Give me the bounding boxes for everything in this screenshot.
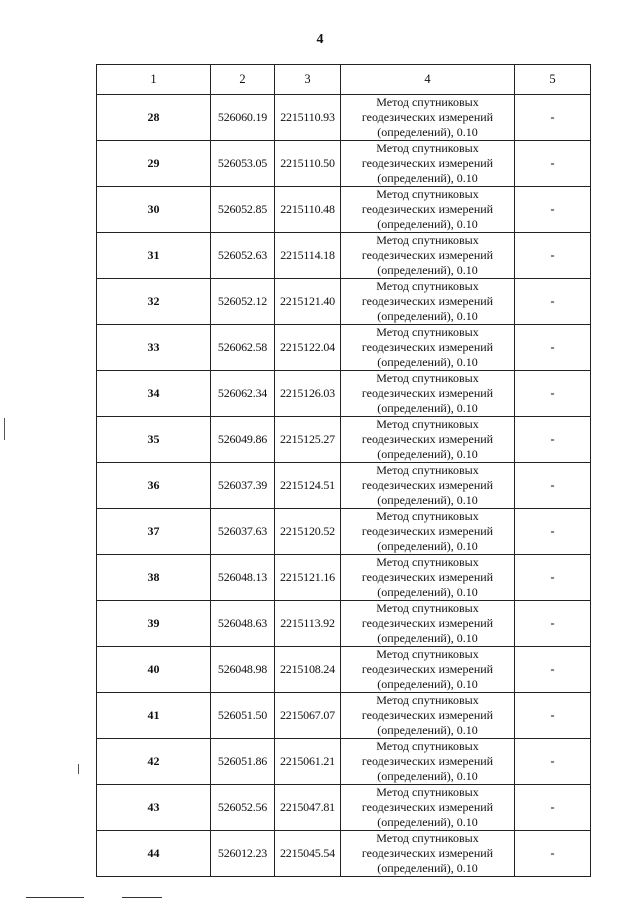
method-line: геодезических измерений bbox=[361, 754, 494, 768]
table-row bbox=[97, 785, 591, 831]
table-row bbox=[97, 601, 591, 647]
header-col-4: 4 bbox=[341, 65, 515, 95]
method-line: Метод спутниковых bbox=[376, 187, 479, 201]
method-line: Метод спутниковых bbox=[376, 417, 479, 431]
table-row bbox=[97, 647, 591, 693]
method-line: геодезических измерений bbox=[361, 846, 494, 860]
x-coordinate-cell: 526048.13 bbox=[211, 555, 275, 601]
table-row bbox=[97, 739, 591, 785]
method-line: Метод спутниковых bbox=[376, 785, 479, 799]
x-coordinate-cell: 526052.63 bbox=[211, 233, 275, 279]
table-row bbox=[97, 233, 591, 279]
table-row bbox=[97, 279, 591, 325]
method-line: геодезических измерений bbox=[361, 708, 494, 722]
point-number-cell: 36 bbox=[97, 463, 211, 509]
method-line: (определений), 0.10 bbox=[377, 355, 478, 369]
point-number-cell: 40 bbox=[97, 647, 211, 693]
method-line: Метод спутниковых bbox=[376, 739, 479, 753]
y-coordinate-cell: 2215125.27 bbox=[275, 417, 341, 463]
method-line: геодезических измерений bbox=[361, 478, 494, 492]
x-coordinate-cell: 526052.12 bbox=[211, 279, 275, 325]
method-line: (определений), 0.10 bbox=[377, 585, 478, 599]
method-line: Метод спутниковых bbox=[376, 509, 479, 523]
method-line: (определений), 0.10 bbox=[377, 815, 478, 829]
column-5-cell: - bbox=[515, 785, 591, 831]
point-number-cell: 35 bbox=[97, 417, 211, 463]
column-5-cell: - bbox=[515, 693, 591, 739]
method-line: Метод спутниковых bbox=[376, 463, 479, 477]
method-line: (определений), 0.10 bbox=[377, 861, 478, 875]
method-line: (определений), 0.10 bbox=[377, 263, 478, 277]
x-coordinate-cell: 526048.63 bbox=[211, 601, 275, 647]
method-line: геодезических измерений bbox=[361, 294, 494, 308]
method-line: геодезических измерений bbox=[361, 248, 494, 262]
point-number-cell: 37 bbox=[97, 509, 211, 555]
method-cell bbox=[341, 371, 515, 417]
method-line: Метод спутниковых bbox=[376, 233, 479, 247]
method-cell bbox=[341, 555, 515, 601]
column-5-cell: - bbox=[515, 647, 591, 693]
point-number-cell: 42 bbox=[97, 739, 211, 785]
method-line: геодезических измерений bbox=[361, 524, 494, 538]
method-cell bbox=[341, 693, 515, 739]
method-line: (определений), 0.10 bbox=[377, 631, 478, 645]
x-coordinate-cell: 526052.56 bbox=[211, 785, 275, 831]
column-5-cell: - bbox=[515, 555, 591, 601]
point-number-cell: 43 bbox=[97, 785, 211, 831]
point-number-cell: 34 bbox=[97, 371, 211, 417]
header-col-3: 3 bbox=[275, 65, 341, 95]
method-line: геодезических измерений bbox=[361, 156, 494, 170]
method-line: геодезических измерений bbox=[361, 616, 494, 630]
table-header bbox=[97, 65, 591, 95]
table-row bbox=[97, 95, 591, 141]
header-row bbox=[97, 65, 591, 95]
table-row bbox=[97, 325, 591, 371]
method-line: (определений), 0.10 bbox=[377, 171, 478, 185]
method-line: геодезических измерений bbox=[361, 800, 494, 814]
coordinates-table bbox=[96, 64, 591, 877]
method-line: (определений), 0.10 bbox=[377, 401, 478, 415]
method-line: Метод спутниковых bbox=[376, 555, 479, 569]
y-coordinate-cell: 2215110.48 bbox=[275, 187, 341, 233]
column-5-cell: - bbox=[515, 739, 591, 785]
method-cell bbox=[341, 279, 515, 325]
x-coordinate-cell: 526060.19 bbox=[211, 95, 275, 141]
point-number-cell: 44 bbox=[97, 831, 211, 877]
table-row bbox=[97, 555, 591, 601]
column-5-cell: - bbox=[515, 279, 591, 325]
method-line: геодезических измерений bbox=[361, 432, 494, 446]
column-5-cell: - bbox=[515, 463, 591, 509]
y-coordinate-cell: 2215067.07 bbox=[275, 693, 341, 739]
table-row bbox=[97, 371, 591, 417]
method-line: Метод спутниковых bbox=[376, 601, 479, 615]
method-line: Метод спутниковых bbox=[376, 325, 479, 339]
method-cell bbox=[341, 187, 515, 233]
point-number-cell: 29 bbox=[97, 141, 211, 187]
method-line: (определений), 0.10 bbox=[377, 447, 478, 461]
point-number-cell: 38 bbox=[97, 555, 211, 601]
x-coordinate-cell: 526037.63 bbox=[211, 509, 275, 555]
method-cell bbox=[341, 785, 515, 831]
method-cell bbox=[341, 141, 515, 187]
column-5-cell: - bbox=[515, 371, 591, 417]
method-line: (определений), 0.10 bbox=[377, 769, 478, 783]
column-5-cell: - bbox=[515, 233, 591, 279]
header-col-2: 2 bbox=[211, 65, 275, 95]
left-margin-mark bbox=[4, 418, 5, 440]
footer-line bbox=[122, 897, 162, 898]
method-line: (определений), 0.10 bbox=[377, 677, 478, 691]
y-coordinate-cell: 2215108.24 bbox=[275, 647, 341, 693]
method-cell bbox=[341, 601, 515, 647]
header-col-1: 1 bbox=[97, 65, 211, 95]
method-line: (определений), 0.10 bbox=[377, 309, 478, 323]
page-number: 4 bbox=[316, 32, 324, 47]
y-coordinate-cell: 2215122.04 bbox=[275, 325, 341, 371]
header-col-5: 5 bbox=[515, 65, 591, 95]
y-coordinate-cell: 2215110.50 bbox=[275, 141, 341, 187]
y-coordinate-cell: 2215047.81 bbox=[275, 785, 341, 831]
method-line: (определений), 0.10 bbox=[377, 539, 478, 553]
y-coordinate-cell: 2215045.54 bbox=[275, 831, 341, 877]
method-line: Метод спутниковых bbox=[376, 831, 479, 845]
method-line: геодезических измерений bbox=[361, 340, 494, 354]
method-line: Метод спутниковых bbox=[376, 95, 479, 109]
method-line: Метод спутниковых bbox=[376, 371, 479, 385]
y-coordinate-cell: 2215110.93 bbox=[275, 95, 341, 141]
table-row bbox=[97, 417, 591, 463]
table-row bbox=[97, 141, 591, 187]
method-cell bbox=[341, 463, 515, 509]
method-line: геодезических измерений bbox=[361, 386, 494, 400]
footer-line bbox=[26, 897, 84, 898]
table-row bbox=[97, 693, 591, 739]
method-line: (определений), 0.10 bbox=[377, 125, 478, 139]
table-row bbox=[97, 509, 591, 555]
method-cell bbox=[341, 233, 515, 279]
method-line: геодезических измерений bbox=[361, 570, 494, 584]
method-line: (определений), 0.10 bbox=[377, 493, 478, 507]
method-cell bbox=[341, 647, 515, 693]
y-coordinate-cell: 2215120.52 bbox=[275, 509, 341, 555]
y-coordinate-cell: 2215121.16 bbox=[275, 555, 341, 601]
method-cell bbox=[341, 95, 515, 141]
point-number-cell: 30 bbox=[97, 187, 211, 233]
y-coordinate-cell: 2215113.92 bbox=[275, 601, 341, 647]
column-5-cell: - bbox=[515, 95, 591, 141]
method-line: геодезических измерений bbox=[361, 662, 494, 676]
method-cell bbox=[341, 325, 515, 371]
x-coordinate-cell: 526037.39 bbox=[211, 463, 275, 509]
left-margin-mark bbox=[78, 764, 79, 774]
method-line: Метод спутниковых bbox=[376, 279, 479, 293]
y-coordinate-cell: 2215121.40 bbox=[275, 279, 341, 325]
point-number-cell: 41 bbox=[97, 693, 211, 739]
point-number-cell: 33 bbox=[97, 325, 211, 371]
x-coordinate-cell: 526051.50 bbox=[211, 693, 275, 739]
column-5-cell: - bbox=[515, 831, 591, 877]
column-5-cell: - bbox=[515, 417, 591, 463]
x-coordinate-cell: 526053.05 bbox=[211, 141, 275, 187]
table-row bbox=[97, 187, 591, 233]
method-line: геодезических измерений bbox=[361, 202, 494, 216]
column-5-cell: - bbox=[515, 601, 591, 647]
method-cell bbox=[341, 417, 515, 463]
table-body bbox=[97, 95, 591, 877]
x-coordinate-cell: 526012.23 bbox=[211, 831, 275, 877]
method-line: геодезических измерений bbox=[361, 110, 494, 124]
method-cell bbox=[341, 509, 515, 555]
column-5-cell: - bbox=[515, 325, 591, 371]
method-cell bbox=[341, 831, 515, 877]
x-coordinate-cell: 526051.86 bbox=[211, 739, 275, 785]
method-line: Метод спутниковых bbox=[376, 647, 479, 661]
x-coordinate-cell: 526052.85 bbox=[211, 187, 275, 233]
x-coordinate-cell: 526049.86 bbox=[211, 417, 275, 463]
method-line: Метод спутниковых bbox=[376, 693, 479, 707]
y-coordinate-cell: 2215114.18 bbox=[275, 233, 341, 279]
point-number-cell: 31 bbox=[97, 233, 211, 279]
table-row bbox=[97, 831, 591, 877]
y-coordinate-cell: 2215126.03 bbox=[275, 371, 341, 417]
x-coordinate-cell: 526062.34 bbox=[211, 371, 275, 417]
column-5-cell: - bbox=[515, 187, 591, 233]
table-row bbox=[97, 463, 591, 509]
method-line: (определений), 0.10 bbox=[377, 723, 478, 737]
column-5-cell: - bbox=[515, 509, 591, 555]
y-coordinate-cell: 2215061.21 bbox=[275, 739, 341, 785]
y-coordinate-cell: 2215124.51 bbox=[275, 463, 341, 509]
x-coordinate-cell: 526062.58 bbox=[211, 325, 275, 371]
point-number-cell: 39 bbox=[97, 601, 211, 647]
x-coordinate-cell: 526048.98 bbox=[211, 647, 275, 693]
method-cell bbox=[341, 739, 515, 785]
method-line: (определений), 0.10 bbox=[377, 217, 478, 231]
method-line: Метод спутниковых bbox=[376, 141, 479, 155]
column-5-cell: - bbox=[515, 141, 591, 187]
point-number-cell: 28 bbox=[97, 95, 211, 141]
point-number-cell: 32 bbox=[97, 279, 211, 325]
